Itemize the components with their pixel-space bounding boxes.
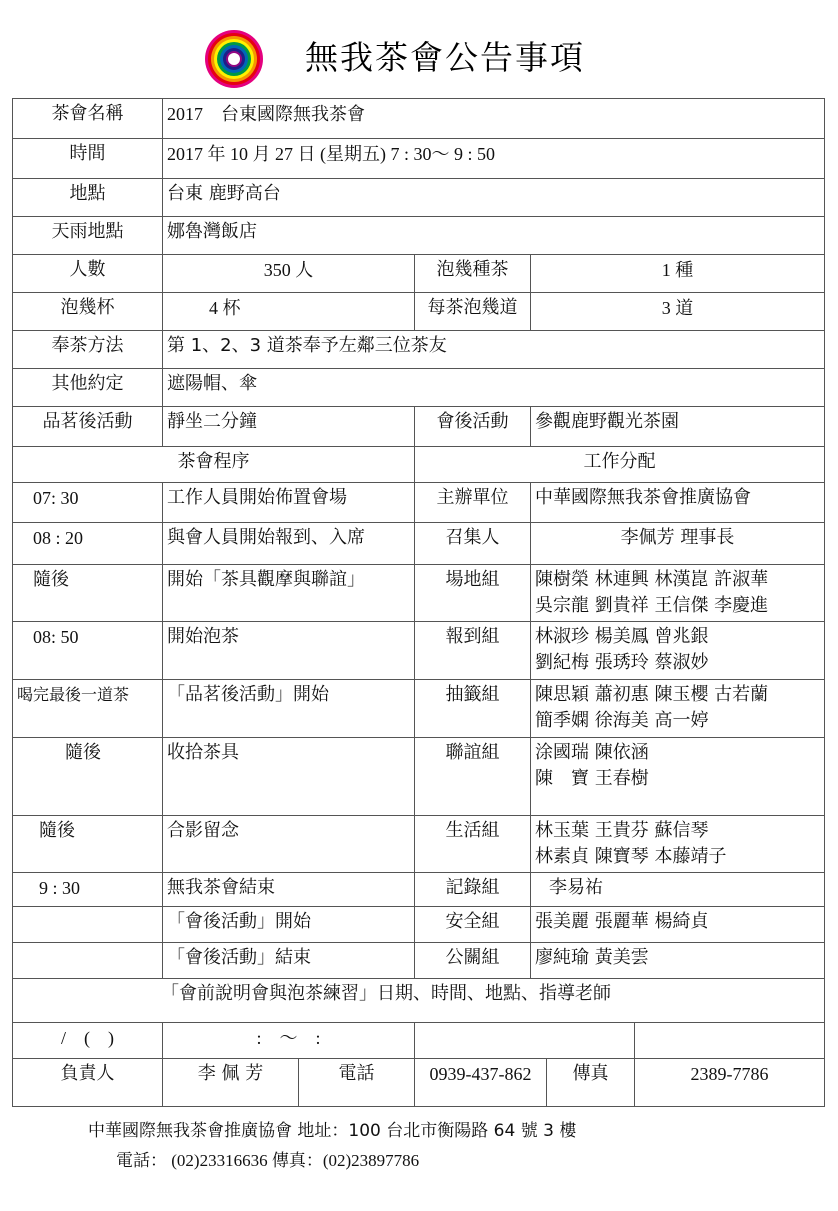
other-value: 遮陽帽、傘 bbox=[163, 369, 825, 407]
assignment-role: 抽籤組 bbox=[415, 680, 531, 738]
row-time bbox=[13, 139, 825, 179]
program-time: 喝完最後一道茶 bbox=[13, 680, 163, 738]
assignment-heading: 工作分配 bbox=[415, 447, 825, 483]
assignment-role: 聯誼組 bbox=[415, 738, 531, 816]
people-value: 350 人 bbox=[163, 255, 415, 293]
rain-value: 娜魯灣飯店 bbox=[163, 217, 825, 255]
cups-label: 泡幾杯 bbox=[13, 293, 163, 331]
program-row bbox=[13, 565, 825, 622]
briefing-heading: 「會前說明會與泡茶練習」日期、時間、地點、指導老師 bbox=[13, 979, 825, 1023]
program-row bbox=[13, 523, 825, 565]
rounds-label: 每茶泡幾道 bbox=[415, 293, 531, 331]
program-time bbox=[13, 907, 163, 943]
row-briefing-blanks bbox=[13, 1023, 825, 1059]
person-label: 負責人 bbox=[13, 1059, 163, 1107]
phone-label: 電話 bbox=[299, 1059, 415, 1107]
after-meeting-value: 參觀鹿野觀光茶園 bbox=[531, 407, 825, 447]
program-time: 隨後 bbox=[13, 565, 163, 622]
people-line: 陳思穎 蕭初惠 陳玉櫻 古若蘭 bbox=[535, 684, 769, 705]
program-time: 隨後 bbox=[13, 738, 163, 816]
tea-kinds-label: 泡幾種茶 bbox=[415, 255, 531, 293]
page-title: 無我茶會公告事項 bbox=[305, 38, 585, 77]
other-label: 其他約定 bbox=[13, 369, 163, 407]
assignment-people: 張美麗 張麗華 楊綺貞 bbox=[531, 907, 825, 943]
program-time bbox=[13, 943, 163, 979]
row-briefing-heading bbox=[13, 979, 825, 1023]
fax-value: 2389-7786 bbox=[635, 1059, 825, 1107]
assignment-people: 中華國際無我茶會推廣協會 bbox=[531, 483, 825, 523]
assignment-role: 召集人 bbox=[415, 523, 531, 565]
program-event: 與會人員開始報到、入席 bbox=[163, 523, 415, 565]
cups-value: 4 杯 bbox=[163, 293, 415, 331]
assignment-role: 生活組 bbox=[415, 816, 531, 873]
assignment-role: 公關組 bbox=[415, 943, 531, 979]
rain-label: 天雨地點 bbox=[13, 217, 163, 255]
row-name bbox=[13, 99, 825, 139]
footer-address: 中華國際無我茶會推廣協會 地址：100 台北市衡陽路 64 號 3 樓 bbox=[88, 1121, 577, 1141]
assignment-role: 報到組 bbox=[415, 622, 531, 680]
people-line: 吳宗龍 劉貴祥 王信傑 李慶進 bbox=[535, 595, 769, 616]
row-contact bbox=[13, 1059, 825, 1107]
briefing-time: : ～ : bbox=[163, 1023, 415, 1059]
rounds-value: 3 道 bbox=[531, 293, 825, 331]
time-label: 時間 bbox=[13, 139, 163, 179]
assignment-people: 李佩芳 理事長 bbox=[531, 523, 825, 565]
people-line: 涂國瑞 陳依涵 bbox=[535, 742, 649, 763]
assignment-role: 安全組 bbox=[415, 907, 531, 943]
assignment-people bbox=[531, 565, 825, 622]
program-time: 08: 50 bbox=[13, 622, 163, 680]
row-people bbox=[13, 255, 825, 293]
announcement-table bbox=[12, 98, 825, 1107]
people-line: 林玉葉 王貴芬 蘇信琴 bbox=[535, 820, 709, 841]
program-event: 無我茶會結束 bbox=[163, 873, 415, 907]
program-event: 開始「茶具觀摩與聯誼」 bbox=[163, 565, 415, 622]
people-line: 簡季嫻 徐海美 高一婷 bbox=[535, 710, 709, 731]
program-row bbox=[13, 738, 825, 816]
assignment-role: 主辦單位 bbox=[415, 483, 531, 523]
program-event: 開始泡茶 bbox=[163, 622, 415, 680]
serve-label: 奉茶方法 bbox=[13, 331, 163, 369]
program-row bbox=[13, 943, 825, 979]
assignment-people bbox=[531, 738, 825, 816]
program-heading: 茶會程序 bbox=[13, 447, 415, 483]
row-other bbox=[13, 369, 825, 407]
serve-value: 第 1、2、3 道茶奉予左鄰三位茶友 bbox=[163, 331, 825, 369]
after-tasting-value: 靜坐二分鐘 bbox=[163, 407, 415, 447]
program-row bbox=[13, 907, 825, 943]
assignment-people bbox=[531, 680, 825, 738]
assignment-role: 場地組 bbox=[415, 565, 531, 622]
rainbow-ring-logo bbox=[203, 28, 265, 90]
briefing-place bbox=[415, 1023, 635, 1059]
time-value: 2017 年 10 月 27 日 (星期五) 7 : 30～ 9 : 50 bbox=[163, 139, 825, 179]
program-event: 合影留念 bbox=[163, 816, 415, 873]
assignment-role: 記錄組 bbox=[415, 873, 531, 907]
after-tasting-label: 品茗後活動 bbox=[13, 407, 163, 447]
name-value: 2017 台東國際無我茶會 bbox=[163, 99, 825, 139]
tea-kinds-value: 1 種 bbox=[531, 255, 825, 293]
fax-label: 傳真 bbox=[547, 1059, 635, 1107]
assignment-people bbox=[531, 816, 825, 873]
row-activities bbox=[13, 407, 825, 447]
people-line: 林淑珍 楊美鳳 曾兆銀 bbox=[535, 626, 709, 647]
program-time: 隨後 bbox=[13, 816, 163, 873]
program-event: 「會後活動」結束 bbox=[163, 943, 415, 979]
row-serve bbox=[13, 331, 825, 369]
person-value: 李 佩 芳 bbox=[163, 1059, 299, 1107]
program-row bbox=[13, 680, 825, 738]
row-section-headings bbox=[13, 447, 825, 483]
briefing-teacher bbox=[635, 1023, 825, 1059]
people-label: 人數 bbox=[13, 255, 163, 293]
program-time: 08 : 20 bbox=[13, 523, 163, 565]
header bbox=[0, 18, 838, 98]
program-time: 07: 30 bbox=[13, 483, 163, 523]
program-row bbox=[13, 873, 825, 907]
briefing-date: / ( ) bbox=[13, 1023, 163, 1059]
people-line: 林素貞 陳寶琴 本藤靖子 bbox=[535, 846, 727, 867]
program-time: 9 : 30 bbox=[13, 873, 163, 907]
name-label: 茶會名稱 bbox=[13, 99, 163, 139]
assignment-people: 李易祐 bbox=[531, 873, 825, 907]
assignment-people: 廖純瑜 黃美雲 bbox=[531, 943, 825, 979]
row-place bbox=[13, 179, 825, 217]
people-line: 陳樹榮 林連興 林漢崑 許淑華 bbox=[535, 569, 769, 590]
program-row bbox=[13, 483, 825, 523]
footer-phone-fax: 電話： (02)23316636 傳真：(02)23897786 bbox=[116, 1151, 420, 1170]
place-value: 台東 鹿野高台 bbox=[163, 179, 825, 217]
program-row bbox=[13, 622, 825, 680]
program-event: 「會後活動」開始 bbox=[163, 907, 415, 943]
row-cups bbox=[13, 293, 825, 331]
people-line: 劉紀梅 張琇玲 蔡淑妙 bbox=[535, 652, 709, 673]
phone-value: 0939-437-862 bbox=[415, 1059, 547, 1107]
place-label: 地點 bbox=[13, 179, 163, 217]
assignment-people bbox=[531, 622, 825, 680]
program-event: 工作人員開始佈置會場 bbox=[163, 483, 415, 523]
after-meeting-label: 會後活動 bbox=[415, 407, 531, 447]
program-row bbox=[13, 816, 825, 873]
row-rain bbox=[13, 217, 825, 255]
people-line: 陳 寶 王春樹 bbox=[535, 768, 649, 789]
program-event: 「品茗後活動」開始 bbox=[163, 680, 415, 738]
program-event: 收拾茶具 bbox=[163, 738, 415, 816]
